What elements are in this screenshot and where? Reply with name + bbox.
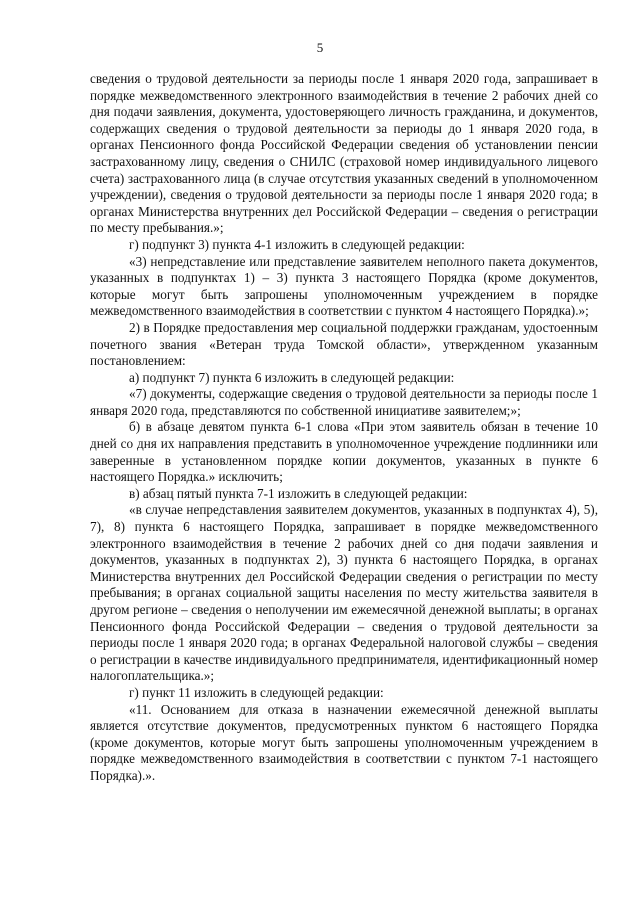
paragraph: сведения о трудовой деятельности за периоды после 1 января 2020 года, запрашивает в порядке межведомственного электронного взаимодействия в течение 2 рабочих дней со дня подачи заявления, документа, удостоверяющего личность гражданина, и документов, содержащих сведения о трудовой деятельности за периоды до 1 января 2020 года, в органах Пенсионного фонда Российской Федерации сведения об установлении пенсии застрахованному лицу, сведения о СНИЛС (страховой номер индивидуального лицевого счета) застрахованного лица (в случае отсутствия указанных сведений в уполномоченном учреждении), сведения о трудовой деятельности за периоды после 1 января 2020 года; в органах Министерства внутренних дел Российской Федерации – сведения о регистрации по месту пребывания.»; xyxy=(90,71,598,236)
paragraph: г) подпункт 3) пункта 4-1 изложить в следующей редакции: xyxy=(129,236,465,252)
paragraph: «в случае непредставления заявителем документов, указанных в подпунктах 4), 5), 7), 8) пункта 6 настоящего Порядка, запрашивает в порядке межведомственного электронного взаимодействия в течение 2 рабочих дней со дня подачи заявления и документов, указанных в подпунктах 2), 3) пункта 6 настоящего Порядка, в органах Министерства внутренних дел Российской Федерации сведения о регистрации по месту пребывания; в органах социальной защиты населения по месту жительства заявителя в другом регионе – сведения о неполучении им ежемесячной денежной выплаты; в органах Пенсионного фонда Российской Федерации – сведения о трудовой деятельности за периоды после 1 января 2020 года; в органах Федеральной налоговой службы – сведения о регистрации в качестве индивидуального предпринимателя, идентификационный номер налогоплательщика.»; xyxy=(90,502,598,684)
paragraph: «11. Основанием для отказа в назначении ежемесячной денежной выплаты является отсутствие документов, предусмотренных пунктом 6 настоящего Порядка (кроме документов, которые могут быть запрошены уполномоченным учреждением в порядке межведомственного взаимодействия в соответствии с пунктом 7-1 настоящего Порядка).». xyxy=(90,701,598,783)
paragraph: б) в абзаце девятом пункта 6-1 слова «При этом заявитель обязан в течение 10 дней со дня их направления представить в уполномоченное учреждение подлинники или заверенные в установленном порядке копии документов, указанных в пункте 6 настоящего Порядка.» исключить; xyxy=(90,419,598,485)
page-number: 5 xyxy=(316,40,324,55)
paragraph: г) пункт 11 изложить в следующей редакции: xyxy=(129,684,384,700)
paragraph: а) подпункт 7) пункта 6 изложить в следующей редакции: xyxy=(129,369,455,385)
paragraph: в) абзац пятый пункта 7-1 изложить в следующей редакции: xyxy=(129,485,468,501)
document-body xyxy=(90,71,598,785)
paragraph: «7) документы, содержащие сведения о трудовой деятельности за периоды после 1 января 2020 года, представляются по собственной инициативе заявителем;»; xyxy=(90,386,598,418)
paragraph: 2) в Порядке предоставления мер социальной поддержки гражданам, удостоенным почетного звания «Ветеран труда Томской области», утвержденном указанным постановлением: xyxy=(90,319,598,369)
paragraph: «3) непредставление или представление заявителем неполного пакета документов, указанных в подпунктах 1) – 3) пункта 3 настоящего Порядка (кроме документов, которые могут быть запрошены уполномоченным учреждением в порядке межведомственного взаимодействия в соответствии с пунктом 4 настоящего Порядка).»; xyxy=(90,253,598,319)
